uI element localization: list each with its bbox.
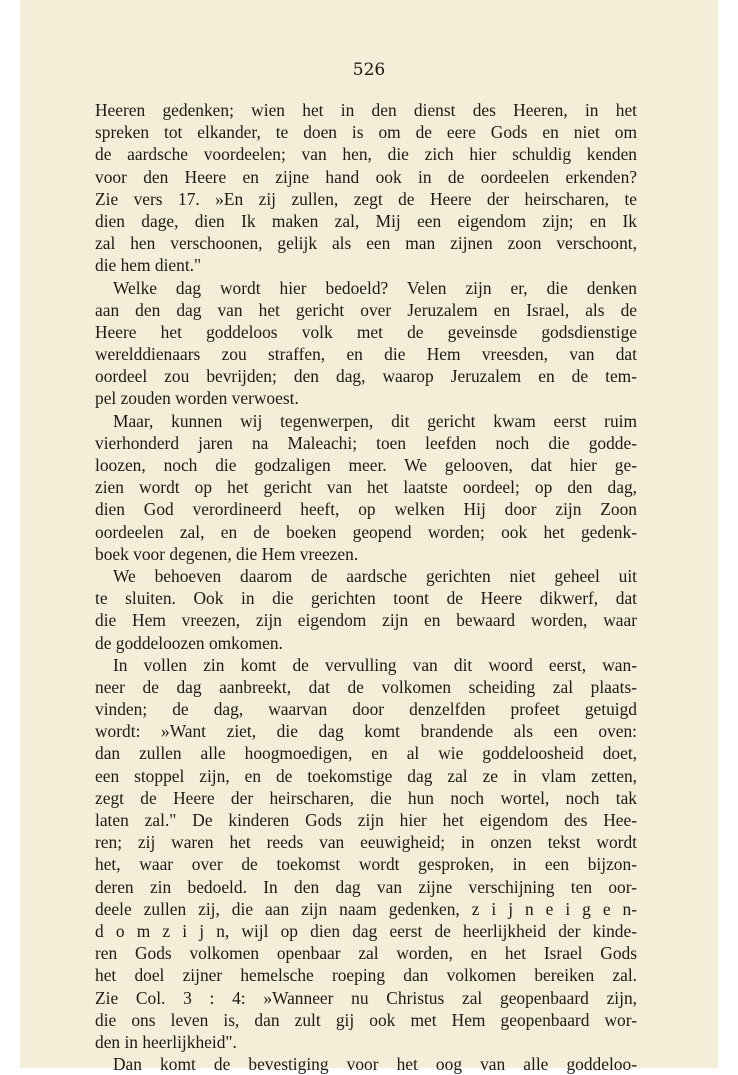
text-line: het doel zijner hemelsche roeping dan volkomen bereiken zal. <box>95 965 637 986</box>
body-text <box>95 99 637 1075</box>
text-line: Maar, kunnen wij tegenwerpen, dit gericht kwam eerst ruim <box>113 410 637 431</box>
text-line: Heeren gedenken; wien het in den dienst des Heeren, in het <box>95 100 637 120</box>
text-line: boek voor degenen, die Hem vreezen. <box>95 543 359 564</box>
text-line: zien wordt op het gericht van het laatste oordeel; op den dag, <box>95 477 637 498</box>
text-line: vierhonderd jaren na Maleachi; toen leefden noch die godde- <box>95 432 637 453</box>
text-line: de aardsche voordeelen; van hen, die zich hier schuldig kenden <box>95 144 637 165</box>
text-line: dien dage, dien Ik maken zal, Mij een eigendom zijn; en Ik <box>95 210 637 231</box>
text-line: voor den Heere en zijne hand ook in de oordeelen erkenden? <box>95 166 637 187</box>
text-line: een stoppel zijn, en de toekomstige dag zal ze in vlam zetten, <box>95 765 637 786</box>
text-line: In vollen zin komt de vervulling van dit woord eerst, wan- <box>113 654 637 675</box>
text-line: dan zullen alle hoogmoedigen, en al wie goddeloosheid doet, <box>95 743 637 764</box>
text-line: deren zin bedoeld. In den dag van zijne verschijning ten oor- <box>95 876 637 897</box>
text-line: zegt de Heere der heirscharen, die hun noch wortel, noch tak <box>95 787 637 808</box>
page-number: 526 <box>352 60 386 80</box>
text-line: vinden; de dag, waarvan door denzelfden profeet getuigd <box>95 699 637 720</box>
text-line: Zie vers 17. »En zij zullen, zegt de Heere der heirscharen, te <box>95 188 637 209</box>
text-line: wordt: »Want ziet, die dag komt brandende als een oven: <box>95 721 637 742</box>
text-line: die Hem vreezen, zijn eigendom zijn en bewaard worden, waar <box>95 610 637 631</box>
text-line: ren Gods volkomen openbaar zal worden, en het Israel Gods <box>95 943 637 964</box>
text-line: neer de dag aanbreekt, dat de volkomen scheiding zal plaats- <box>95 676 637 697</box>
text-line: pel zouden worden verwoest. <box>95 388 299 409</box>
text-line: die ons leven is, dan zult gij ook met Hem geopenbaard wor- <box>95 1009 637 1030</box>
text-line: d o m z i j n, wijl op dien dag eerst de heerlijkheid der kinde- <box>95 920 637 941</box>
text-line: werelddienaars zou straffen, en die Hem vreesden, van dat <box>95 344 637 365</box>
text-line: de goddeloozen omkomen. <box>95 632 283 653</box>
text-line: Dan komt de bevestiging voor het oog van alle goddeloo- <box>113 1054 637 1075</box>
text-line: ren; zij waren het reeds van eeuwigheid; in onzen tekst wordt <box>95 832 637 853</box>
text-line: Welke dag wordt hier bedoeld? Velen zijn er, die denken <box>113 277 637 298</box>
text-line: deele zullen zij, die aan zijn naam gedenken, z i j n e i g e n- <box>95 898 637 919</box>
text-line: die hem dient." <box>95 255 202 276</box>
text-line: oordeelen zal, en de boeken geopend worden; ook het gedenk- <box>95 521 637 542</box>
text-line: laten zal." De kinderen Gods zijn hier het eigendom des Hee- <box>95 810 637 830</box>
text-line: We behoeven daarom de aardsche gerichten niet geheel uit <box>113 565 637 586</box>
text-line: spreken tot elkander, te doen is om de eere Gods en niet om <box>95 122 637 143</box>
text-line: oordeel zou bevrijden; den dag, waarop Jeruzalem en de tem- <box>95 366 637 387</box>
text-line: het, waar over de toekomst wordt gesproken, in een bijzon- <box>95 854 637 875</box>
text-line: te sluiten. Ook in die gerichten toont de Heere dikwerf, dat <box>95 588 637 609</box>
text-line: zal hen verschoonen, gelijk als een man zijnen zoon verschoont, <box>95 233 637 254</box>
text-line: Zie Col. 3 : 4: »Wanneer nu Christus zal geopenbaard zijn, <box>95 987 637 1008</box>
text-line: loozen, noch die godzaligen meer. We gelooven, dat hier ge- <box>95 455 637 475</box>
book-page <box>20 0 718 1075</box>
text-line: dien God verordineerd heeft, op welken Hij door zijn Zoon <box>95 499 637 520</box>
text-line: aan den dag van het gericht over Jeruzalem en Israel, als de <box>95 299 637 320</box>
text-line: den in heerlijkheid". <box>95 1031 237 1052</box>
text-line: Heere het goddeloos volk met de geveinsde godsdienstige <box>95 321 637 342</box>
